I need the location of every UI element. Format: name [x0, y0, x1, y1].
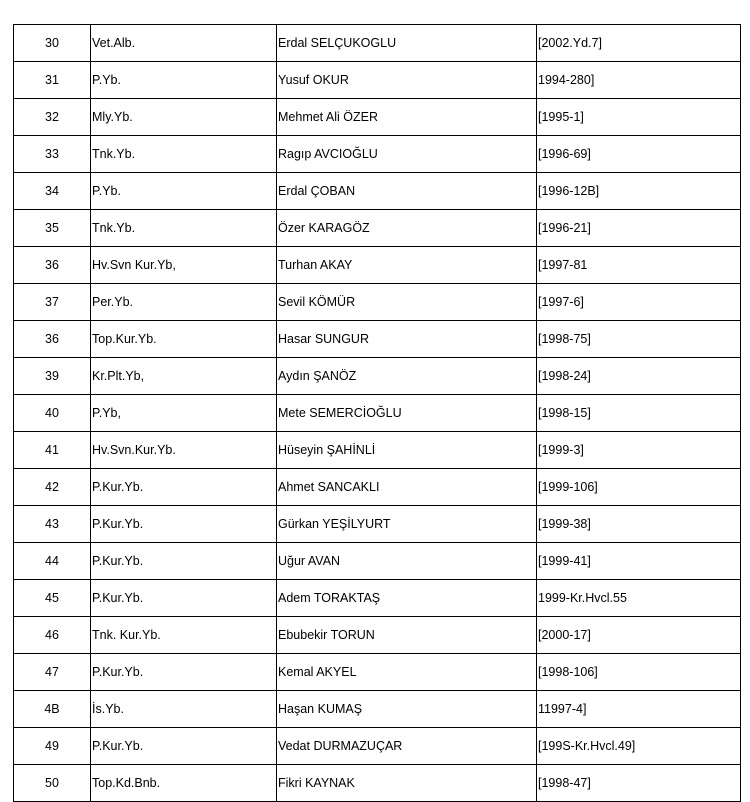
table-row — [14, 173, 741, 210]
table-row — [14, 62, 741, 99]
reference-cell: 11997-4] — [537, 691, 741, 728]
row-number: 46 — [14, 617, 91, 654]
table-row — [14, 580, 741, 617]
reference-cell: [1997-81 — [537, 247, 741, 284]
table-body — [14, 25, 741, 802]
rank-cell: Hv.Svn Kur.Yb, — [91, 247, 277, 284]
name-cell: Mete SEMERCİOĞLU — [277, 395, 537, 432]
table-row — [14, 654, 741, 691]
row-number: 37 — [14, 284, 91, 321]
name-cell: Sevil KÖMÜR — [277, 284, 537, 321]
name-cell: Özer KARAGÖZ — [277, 210, 537, 247]
name-cell: Hüseyin ŞAHİNLİ — [277, 432, 537, 469]
reference-cell: [1996-69] — [537, 136, 741, 173]
table-row — [14, 506, 741, 543]
reference-cell: [1999-41] — [537, 543, 741, 580]
table-row — [14, 432, 741, 469]
reference-cell: [1995-1] — [537, 99, 741, 136]
row-number: 30 — [14, 25, 91, 62]
name-cell: Ragıp AVCIOĞLU — [277, 136, 537, 173]
table-row — [14, 765, 741, 802]
row-number: 33 — [14, 136, 91, 173]
name-cell: Yusuf OKUR — [277, 62, 537, 99]
row-number: 39 — [14, 358, 91, 395]
table-row — [14, 395, 741, 432]
reference-cell: [1999-106] — [537, 469, 741, 506]
table-row — [14, 691, 741, 728]
rank-cell: Tnk.Yb. — [91, 210, 277, 247]
row-number: 45 — [14, 580, 91, 617]
row-number: 36 — [14, 321, 91, 358]
rank-cell: P.Kur.Yb. — [91, 728, 277, 765]
table-row — [14, 99, 741, 136]
row-number: 41 — [14, 432, 91, 469]
rank-cell: P.Kur.Yb. — [91, 469, 277, 506]
row-number: 4B — [14, 691, 91, 728]
reference-cell: [1998-15] — [537, 395, 741, 432]
rank-cell: Hv.Svn.Kur.Yb. — [91, 432, 277, 469]
name-cell: Haşan KUMAŞ — [277, 691, 537, 728]
row-number: 31 — [14, 62, 91, 99]
rank-cell: P.Kur.Yb. — [91, 506, 277, 543]
rank-cell: Top.Kur.Yb. — [91, 321, 277, 358]
name-cell: Ebubekir TORUN — [277, 617, 537, 654]
name-cell: Kemal AKYEL — [277, 654, 537, 691]
table-row — [14, 728, 741, 765]
reference-cell: [1996-21] — [537, 210, 741, 247]
reference-cell: 1994-280] — [537, 62, 741, 99]
personnel-table — [13, 24, 741, 802]
row-number: 43 — [14, 506, 91, 543]
row-number: 36 — [14, 247, 91, 284]
rank-cell: Tnk.Yb. — [91, 136, 277, 173]
table-row — [14, 210, 741, 247]
row-number: 40 — [14, 395, 91, 432]
reference-cell: [1996-12B] — [537, 173, 741, 210]
row-number: 34 — [14, 173, 91, 210]
rank-cell: Per.Yb. — [91, 284, 277, 321]
rank-cell: Mly.Yb. — [91, 99, 277, 136]
rank-cell: İs.Yb. — [91, 691, 277, 728]
name-cell: Turhan AKAY — [277, 247, 537, 284]
table-row — [14, 469, 741, 506]
row-number: 42 — [14, 469, 91, 506]
name-cell: Ahmet SANCAKLI — [277, 469, 537, 506]
row-number: 49 — [14, 728, 91, 765]
reference-cell: [1998-75] — [537, 321, 741, 358]
reference-cell: [1999-38] — [537, 506, 741, 543]
reference-cell: [1997-6] — [537, 284, 741, 321]
table-row — [14, 247, 741, 284]
name-cell: Erdal SELÇUKOGLU — [277, 25, 537, 62]
table-row — [14, 321, 741, 358]
reference-cell: [1999-3] — [537, 432, 741, 469]
table-row — [14, 284, 741, 321]
rank-cell: P.Yb, — [91, 395, 277, 432]
rank-cell: P.Kur.Yb. — [91, 543, 277, 580]
name-cell: Adem TORAKTAŞ — [277, 580, 537, 617]
rank-cell: P.Kur.Yb. — [91, 580, 277, 617]
rank-cell: Kr.Plt.Yb, — [91, 358, 277, 395]
table-row — [14, 543, 741, 580]
name-cell: Uğur AVAN — [277, 543, 537, 580]
reference-cell: [1998-24] — [537, 358, 741, 395]
name-cell: Hasar SUNGUR — [277, 321, 537, 358]
table-row — [14, 358, 741, 395]
reference-cell: [1998-106] — [537, 654, 741, 691]
rank-cell: P.Yb. — [91, 62, 277, 99]
rank-cell: Vet.Alb. — [91, 25, 277, 62]
row-number: 35 — [14, 210, 91, 247]
name-cell: Gürkan YEŞİLYURT — [277, 506, 537, 543]
rank-cell: P.Yb. — [91, 173, 277, 210]
row-number: 32 — [14, 99, 91, 136]
name-cell: Mehmet Ali ÖZER — [277, 99, 537, 136]
reference-cell: [2002.Yd.7] — [537, 25, 741, 62]
name-cell: Aydın ŞANÖZ — [277, 358, 537, 395]
reference-cell: [199S-Kr.Hvcl.49] — [537, 728, 741, 765]
table-row — [14, 25, 741, 62]
reference-cell: [2000-17] — [537, 617, 741, 654]
table-row — [14, 136, 741, 173]
row-number: 50 — [14, 765, 91, 802]
table-row — [14, 617, 741, 654]
reference-cell: 1999-Kr.Hvcl.55 — [537, 580, 741, 617]
rank-cell: Tnk. Kur.Yb. — [91, 617, 277, 654]
row-number: 44 — [14, 543, 91, 580]
row-number: 47 — [14, 654, 91, 691]
rank-cell: Top.Kd.Bnb. — [91, 765, 277, 802]
name-cell: Vedat DURMAZUÇAR — [277, 728, 537, 765]
name-cell: Fikri KAYNAK — [277, 765, 537, 802]
reference-cell: [1998-47] — [537, 765, 741, 802]
name-cell: Erdal ÇOBAN — [277, 173, 537, 210]
rank-cell: P.Kur.Yb. — [91, 654, 277, 691]
